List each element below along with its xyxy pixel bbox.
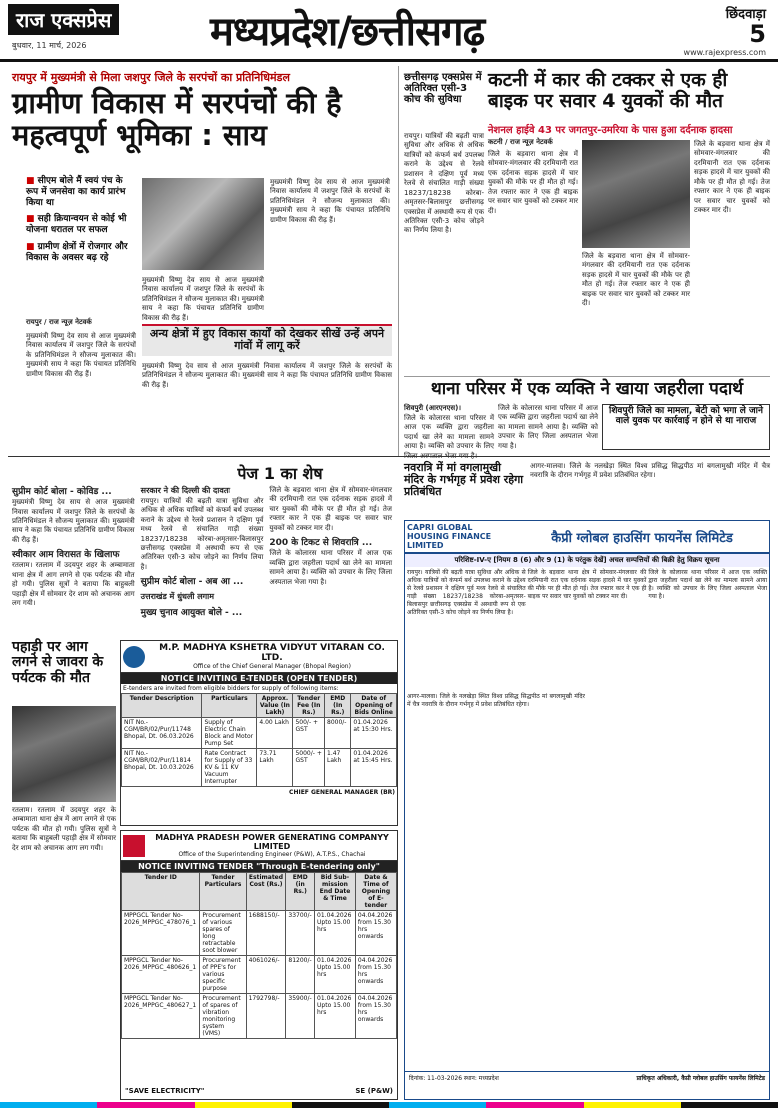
poison-byline: शिवपुरी (आरएनएस)। <box>404 404 461 412</box>
mppgcl-table <box>121 872 397 1039</box>
fire-headline: पहाड़ी पर आग लगने से जावरा के पर्यटक की मौत <box>12 639 104 686</box>
table-cell: NIT No.- CGM/BR/02/Pur/11814 Bhopal, Dt. 10.03.2026 <box>122 749 202 787</box>
continued-item-body: रायपुर। यात्रियों की बढ़ती यात्रा सुविधा और अधिक से अधिक यात्रियों को कंफर्म बर्थ उपलब्ध कराने के उद्देश्य से रेलवे प्रशासन ने दक्षिण पूर्व मध्य रेलवे से संचालित गाड़ी संख्या 18237/18238 कोरबा-अमृतसर-बिलासपुर छत्तीसगढ़ एक्सप्रेस में अस्थायी रूप से एक अतिरिक्त एसी-3 कोच जोड़ने का निर्णय लिया है। <box>140 496 264 571</box>
mpmkvvcl-table <box>121 693 397 787</box>
table-cell: 35900/- <box>286 994 315 1039</box>
capri-footer-date: दिनांक: 11-03-2026 स्थान: मध्यप्रदेश <box>409 1075 499 1082</box>
mpmkvvcl-notice: NOTICE INVITING E-TENDER (OPEN TENDER) <box>121 673 397 684</box>
continued-item-title: स्वीकार आम विरासत के खिलाफ <box>12 550 120 561</box>
mppgcl-office: Office of the Superintending Engineer (P&W), A.T.P.S., Chachai <box>178 851 366 858</box>
table-cell: Supply of Electric Chain Block and Motor Pump Set <box>202 718 257 749</box>
mpmkvvcl-intro: E-tenders are invited from eligible bidders for supply of following items: <box>123 685 339 692</box>
capri-notice-title: परिशिष्ट-IV-ए [नियम 8 (6) और 9 (1) के परंतुक देखें] अचल सम्पत्तियों की बिक्री हेतु विक्रय सूचना <box>405 554 769 567</box>
table-header: EMD (In Rs.) <box>325 694 351 718</box>
katni-subhead: नेशनल हाईवे 43 पर जगतपुर-उमरिया के पास हुआ दर्दनाक हादसा <box>488 125 733 136</box>
highlight-item: ■ सीएम बोले मैं स्वयं पंच के रूप में जनसेवा का कार्य प्रारंभ किया था <box>26 176 136 208</box>
mppgcl-logo <box>123 835 145 857</box>
column-divider <box>398 66 399 456</box>
highlight-item: ■ ग्रामीण क्षेत्रों में रोजगार और विकास के अवसर बढ़ रहे <box>26 242 136 264</box>
table-cell: 04.04.2026 from 15.30 hrs onwards <box>355 994 396 1039</box>
print-color-bar <box>0 1102 778 1108</box>
table-cell: 8000/- <box>325 718 351 749</box>
table-cell: MPPGCL Tender No-2026_MPPGC_478076_1 <box>122 911 200 956</box>
mpmkvvcl-footer: CHIEF GENERAL MANAGER (BR) <box>289 789 395 796</box>
capri-hindi-name: कैप्री ग्लोबल हाउसिंग फायनेंस लिमिटेड <box>551 530 733 546</box>
table-cell: Procurement of spares of vibration monitoring system (VMS) <box>200 994 246 1039</box>
lead-byline: रायपुर / राज न्यूज़ नेटवर्क <box>26 318 92 326</box>
continued-item-title: सरकार ने की दिल्ली की दावतः <box>140 486 231 495</box>
table-row <box>122 956 397 994</box>
fire-body: रतलाम। रतलाम में उदयपुर शहर के अम्बामाता थाना क्षेत्र में आग लगने से एक पर्यटक की मौत हो गयी। पुलिस सूत्रों ने बताया कि बाहुबली पहाड़ी क्षेत्र में सोमवार देर शाम को अचानक आग लग गयी। <box>12 806 116 852</box>
masthead <box>0 0 778 62</box>
mpmkvvcl-logo <box>123 646 145 668</box>
table-row <box>122 718 397 749</box>
continued-item-title: उत्तराखंड में धुंधली लगाम <box>140 592 215 602</box>
mppgcl-slogan: "SAVE ELECTRICITY" <box>125 1087 205 1095</box>
table-cell: 1792798/- <box>246 994 286 1039</box>
rail-body: रायपुर। यात्रियों की बढ़ती यात्रा सुविधा और अधिक से अधिक यात्रियों को कंफर्म बर्थ उपलब्ध कराने के उद्देश्य से रेलवे प्रशासन ने दक्षिण पूर्व मध्य रेलवे से संचालित गाड़ी संख्या 18237/18238 कोरबा-अमृतसर-बिलासपुर छत्तीसगढ़ एक्सप्रेस में अस्थायी रूप से एक अतिरिक्त एसी-3 कोच जोड़ने का निर्णय लिया है। <box>404 132 484 235</box>
mpmkvvcl-office: Office of the Chief General Manager (Bhopal Region) <box>193 663 351 670</box>
capri-logo: CAPRI GLOBAL HOUSING FINANCE LIMITED <box>407 523 492 550</box>
lead-body-col2: मुख्यमंत्री विष्णु देव साय से आज मुख्यमंत्री निवास कार्यालय में जशपुर जिले के सरपंचों के प्रतिनिधिमंडल ने सौजन्य मुलाकात की। मुख्यमंत्री साय ने कहा कि पंचायत प्रतिनिधि ग्रामीण विकास की रीढ़ हैं। <box>270 178 390 224</box>
fire-photo <box>12 706 116 802</box>
table-cell: MPPGCL Tender No-2026_MPPGC_480627_1 <box>122 994 200 1039</box>
navratri-body: आगर-मालवा। जिले के नलखेड़ा स्थित विश्व प्रसिद्ध सिद्धपीठ मां बगलामुखी मंदिर में चैत्र नवरात्रि के दौरान गर्भगृह में प्रवेश प्रतिबंधित रहेगा। <box>530 462 770 480</box>
table-cell: 73.71 Lakh <box>257 749 293 787</box>
section-divider <box>404 376 770 377</box>
table-header: Particulars <box>202 694 257 718</box>
katni-headline: कटनी में कार की टक्कर से एक ही बाइक पर सवार 4 युवकों की मौत <box>488 69 728 112</box>
table-header: Tender Fee (In Rs.) <box>293 694 325 718</box>
newspaper-brand: राज एक्सप्रेस <box>8 4 119 35</box>
table-header: Estimated Cost (Rs.) <box>246 873 286 911</box>
capri-body: रायपुर। यात्रियों की बढ़ती यात्रा सुविधा और अधिक से अधिक यात्रियों को कंफर्म बर्थ उपलब्ध कराने के उद्देश्य से रेलवे प्रशासन ने दक्षिण पूर्व मध्य रेलवे से संचालित गाड़ी संख्या 18237/18238 कोरबा-अमृतसर-बिलासपुर छत्तीसगढ़ एक्सप्रेस में अस्थायी रूप से एक अतिरिक्त एसी-3 कोच जोड़ने का निर्णय लिया है। <box>407 569 526 617</box>
lead-body-col4: मुख्यमंत्री विष्णु देव साय से आज मुख्यमंत्री निवास कार्यालय में जशपुर जिले के सरपंचों के प्रतिनिधिमंडल ने सौजन्य मुलाकात की। मुख्यमंत्री साय ने कहा कि पंचायत प्रतिनिधि ग्रामीण विकास की रीढ़ हैं। <box>142 362 392 389</box>
lead-photo <box>142 178 264 270</box>
website-url[interactable]: www.rajexpress.com <box>683 48 766 57</box>
katni-body-col3: जिले के बड़वारा थाना क्षेत्र में सोमवार-मंगलवार की दरमियानी रात एक दर्दनाक सड़क हादसे में चार युवकों की मौके पर ही मौत हो गई। तेज रफ्तार कार ने एक ही बाइक पर सवार चार युवकों को टक्कर मार दी। <box>582 252 690 308</box>
continued-title: पेज 1 का शेष <box>237 464 323 483</box>
table-row <box>122 749 397 787</box>
poison-body: जिले के कोलारस थाना परिसर में आज एक व्यक्ति द्वारा जहरीला पदार्थ खा लेने का मामला सामने आया है। व्यक्ति को उपचार के लिए <box>404 414 494 451</box>
table-cell: 01.04.2026 Upto 15.00 hrs <box>315 911 356 956</box>
table-cell: 01.04.2026 at 15:30 Hrs. <box>351 718 397 749</box>
table-cell: Procurement of PPE's for various specific purpose <box>200 956 246 994</box>
capri-notice <box>404 520 770 1100</box>
table-cell: 04.04.2026 from 15.30 hrs onwards <box>355 911 396 956</box>
table-header: Tender Description <box>122 694 202 718</box>
table-cell: 01.04.2026 at 15:45 Hrs. <box>351 749 397 787</box>
edition-city: छिंदवाड़ा <box>725 7 766 22</box>
poison-callout-text: शिवपुरी जिले का मामला, बेटी को भगा ले जाने वाले युवक पर कार्रवाई न होने से था नाराज <box>608 406 764 426</box>
table-header: Date & Time of Opening of E-tender <box>355 873 396 911</box>
highlight-item: ■ सही क्रियान्वयन से कोई भी योजना धरातल पर सफल <box>26 214 136 236</box>
table-cell: 4.00 Lakh <box>257 718 293 749</box>
continued-section <box>12 486 392 636</box>
table-cell: 01.04.2026 Upto 15.00 hrs <box>315 994 356 1039</box>
continued-item-body: जिले के बड़वारा थाना क्षेत्र में सोमवार-मंगलवार की दरमियानी रात एक दर्दनाक सड़क हादसे में चार युवकों की मौके पर ही मौत हो गई। तेज रफ्तार कार ने एक ही बाइक पर सवार चार युवकों को टक्कर मार दी। <box>269 486 393 532</box>
lead-subhead-band <box>142 324 392 356</box>
capri-terms: आगर-मालवा। जिले के नलखेड़ा स्थित विश्व प्रसिद्ध सिद्धपीठ मां बगलामुखी मंदिर में चैत्र नवरात्रि के दौरान गर्भगृह में प्रवेश प्रतिबंधित रहेगा। <box>407 693 585 709</box>
lead-highlights <box>26 176 136 316</box>
navratri-headline: नवरात्रि में मां वगलामुखी मंदिर के गर्भगृह में प्रवेश रहेगा प्रतिबंधित <box>404 461 524 499</box>
table-cell: 81200/- <box>286 956 315 994</box>
section-divider <box>8 456 770 457</box>
mppgcl-tender <box>120 830 398 1100</box>
table-cell: 500/- + GST <box>293 718 325 749</box>
continued-item-title: सुप्रीम कोर्ट बोला - अब आ ... <box>140 577 244 588</box>
table-row <box>122 994 397 1039</box>
table-cell: 33700/- <box>286 911 315 956</box>
continued-item-title: मुख्य चुनाव आयुक्त बोले - ... <box>140 608 243 619</box>
lead-body: मुख्यमंत्री विष्णु देव साय से आज मुख्यमंत्री निवास कार्यालय में जशपुर जिले के सरपंचों के प्रतिनिधिमंडल ने सौजन्य मुलाकात की। मुख्यमंत्री साय ने कहा कि पंचायत प्रतिनिधि ग्रामीण विकास की रीढ़ हैं। <box>26 332 136 378</box>
continued-item-body: मुख्यमंत्री विष्णु देव साय से आज मुख्यमंत्री निवास कार्यालय में जशपुर जिले के सरपंचों के प्रतिनिधिमंडल ने सौजन्य मुलाकात की। मुख्यमंत्री साय ने कहा कि पंचायत प्रतिनिधि ग्रामीण विकास की रीढ़ हैं। <box>12 498 135 544</box>
mppgcl-notice: NOTICE INVITING TENDER "Through E-tendering only" <box>121 861 397 872</box>
continued-item-title: सुप्रीम कोर्ट बोला - कोविड ... <box>12 487 112 497</box>
poison-body-col2: जिले के कोलारस थाना परिसर में आज एक व्यक्ति द्वारा जहरीला पदार्थ खा लेने का मामला सामने आया है। व्यक्ति को उपचार के लिए जिला अस्पताल भेजा गया है। <box>498 404 598 450</box>
table-cell: MPPGCL Tender No-2026_MPPGC_480626_1 <box>122 956 200 994</box>
page-number: 5 <box>749 20 766 48</box>
lead-body-col3: मुख्यमंत्री विष्णु देव साय से आज मुख्यमंत्री निवास कार्यालय में जशपुर जिले के सरपंचों के प्रतिनिधिमंडल ने सौजन्य मुलाकात की। मुख्यमंत्री साय ने कहा कि पंचायत प्रतिनिधि ग्रामीण विकास की रीढ़ हैं। <box>142 276 264 322</box>
mppgcl-company: MADHYA PRADESH POWER GENERATING COMPANYY LIMITED <box>155 833 389 851</box>
table-cell: 01.04.2026 Upto 15.00 hrs <box>315 956 356 994</box>
continued-item-body: जिले के कोलारस थाना परिसर में आज एक व्यक्ति द्वारा जहरीला पदार्थ खा लेने का मामला सामने आया है। व्यक्ति को उपचार के लिए जिला अस्पताल भेजा गया है। <box>269 549 393 586</box>
table-cell: 4061026/- <box>246 956 286 994</box>
capri-body: जिले के बड़वारा थाना क्षेत्र में सोमवार-मंगलवार की दरमियानी रात एक दर्दनाक सड़क हादसे में चार युवकों की मौके पर ही मौत हो गई। तेज रफ्तार कार ने एक ही बाइक पर सवार चार युवकों को टक्कर मार दी। <box>527 569 647 601</box>
poison-headline: थाना परिसर में एक व्यक्ति ने खाया जहरीला पदार्थ <box>430 379 744 399</box>
table-header: Date of Opening of Bids Online <box>351 694 397 718</box>
lead-kicker: रायपुर में मुख्यमंत्री से मिला जशपुर जिले के सरपंचों का प्रतिनिधिमंडल <box>12 71 290 84</box>
lead-subhead: अन्य क्षेत्रों में हुए विकास कार्यों को देखकर सीखें उन्हें अपने गांवों में लागू करें <box>149 327 385 353</box>
capri-body: जिले के कोलारस थाना परिसर में आज एक व्यक्ति द्वारा जहरीला पदार्थ खा लेने का मामला सामने आया है। व्यक्ति को उपचार के लिए जिला अस्पताल भेजा गया है। <box>648 569 768 601</box>
continued-item-body: रतलाम। रतलाम में उदयपुर शहर के अम्बामाता थाना क्षेत्र में आग लगने से एक पर्यटक की मौत हो गयी। पुलिस सूत्रों ने बताया कि बाहुबली पहाड़ी क्षेत्र में सोमवार देर शाम को अचानक आग लग गयी। <box>12 561 135 608</box>
continued-item-title: 200 के टिकट से शिवरात्रि ... <box>269 538 373 549</box>
table-cell: NIT No.- CGM/BR/02/Pur/11748 Bhopal, Dt. 06.03.2026 <box>122 718 202 749</box>
mpmkvvcl-tender <box>120 640 398 826</box>
table-cell: 04.04.2026 from 15.30 hrs onwards <box>355 956 396 994</box>
capri-signatory: प्राधिकृत अधिकारी, कैप्री ग्लोबल हाउसिंग फायनेंस लिमिटेड <box>636 1075 765 1082</box>
edition-date: बुधवार, 11 मार्च, 2026 <box>12 41 87 50</box>
katni-body-col2: जिले के बड़वारा थाना क्षेत्र में सोमवार-मंगलवार की दरमियानी रात एक दर्दनाक सड़क हादसे में चार युवकों की मौके पर ही मौत हो गई। तेज रफ्तार कार ने एक ही बाइक पर सवार चार युवकों को टक्कर मार दी। <box>694 140 770 215</box>
table-cell: Rate Contract for Supply of 33 KV & 11 KV Vacuum Interrupter <box>202 749 257 787</box>
table-cell: 1.47 Lakh <box>325 749 351 787</box>
lead-headline: ग्रामीण विकास में सरपंचों की है महत्वपूर्ण भूमिका : साय <box>12 86 342 152</box>
katni-photo <box>582 140 690 248</box>
table-header: EMD (in Rs.) <box>286 873 315 911</box>
table-header: Bid Sub-mission End Date & Time <box>315 873 356 911</box>
table-header: Tender Particulars <box>200 873 246 911</box>
section-title: मध्यप्रदेश/छत्तीसगढ़ <box>210 9 485 55</box>
mppgcl-signatory: SE (P&W) <box>355 1087 393 1095</box>
table-cell: Procurement of various spares of long retractable soot blower <box>200 911 246 956</box>
katni-body: जिले के बड़वारा थाना क्षेत्र में सोमवार-मंगलवार की दरमियानी रात एक दर्दनाक सड़क हादसे में चार युवकों की मौके पर ही मौत हो गई। तेज रफ्तार कार ने एक ही बाइक पर सवार चार युवकों को टक्कर मार दी। <box>488 150 578 215</box>
rail-headline: छत्तीसगढ़ एक्सप्रेस में अतिरिक्त एसी-3 कोच की सुविधा <box>404 72 482 105</box>
mpmkvvcl-company: M.P. MADHYA KSHETRA VIDYUT VITARAN CO. LTD. <box>159 643 385 663</box>
table-header: Approx. Value (In Lakh) <box>257 694 293 718</box>
table-cell: 5000/- + GST <box>293 749 325 787</box>
table-header: Tender ID <box>122 873 200 911</box>
table-cell: 1688150/- <box>246 911 286 956</box>
katni-byline: कटनी / राज न्यूज़ नेटवर्क <box>488 138 553 146</box>
poison-callout <box>602 404 770 450</box>
table-row <box>122 911 397 956</box>
